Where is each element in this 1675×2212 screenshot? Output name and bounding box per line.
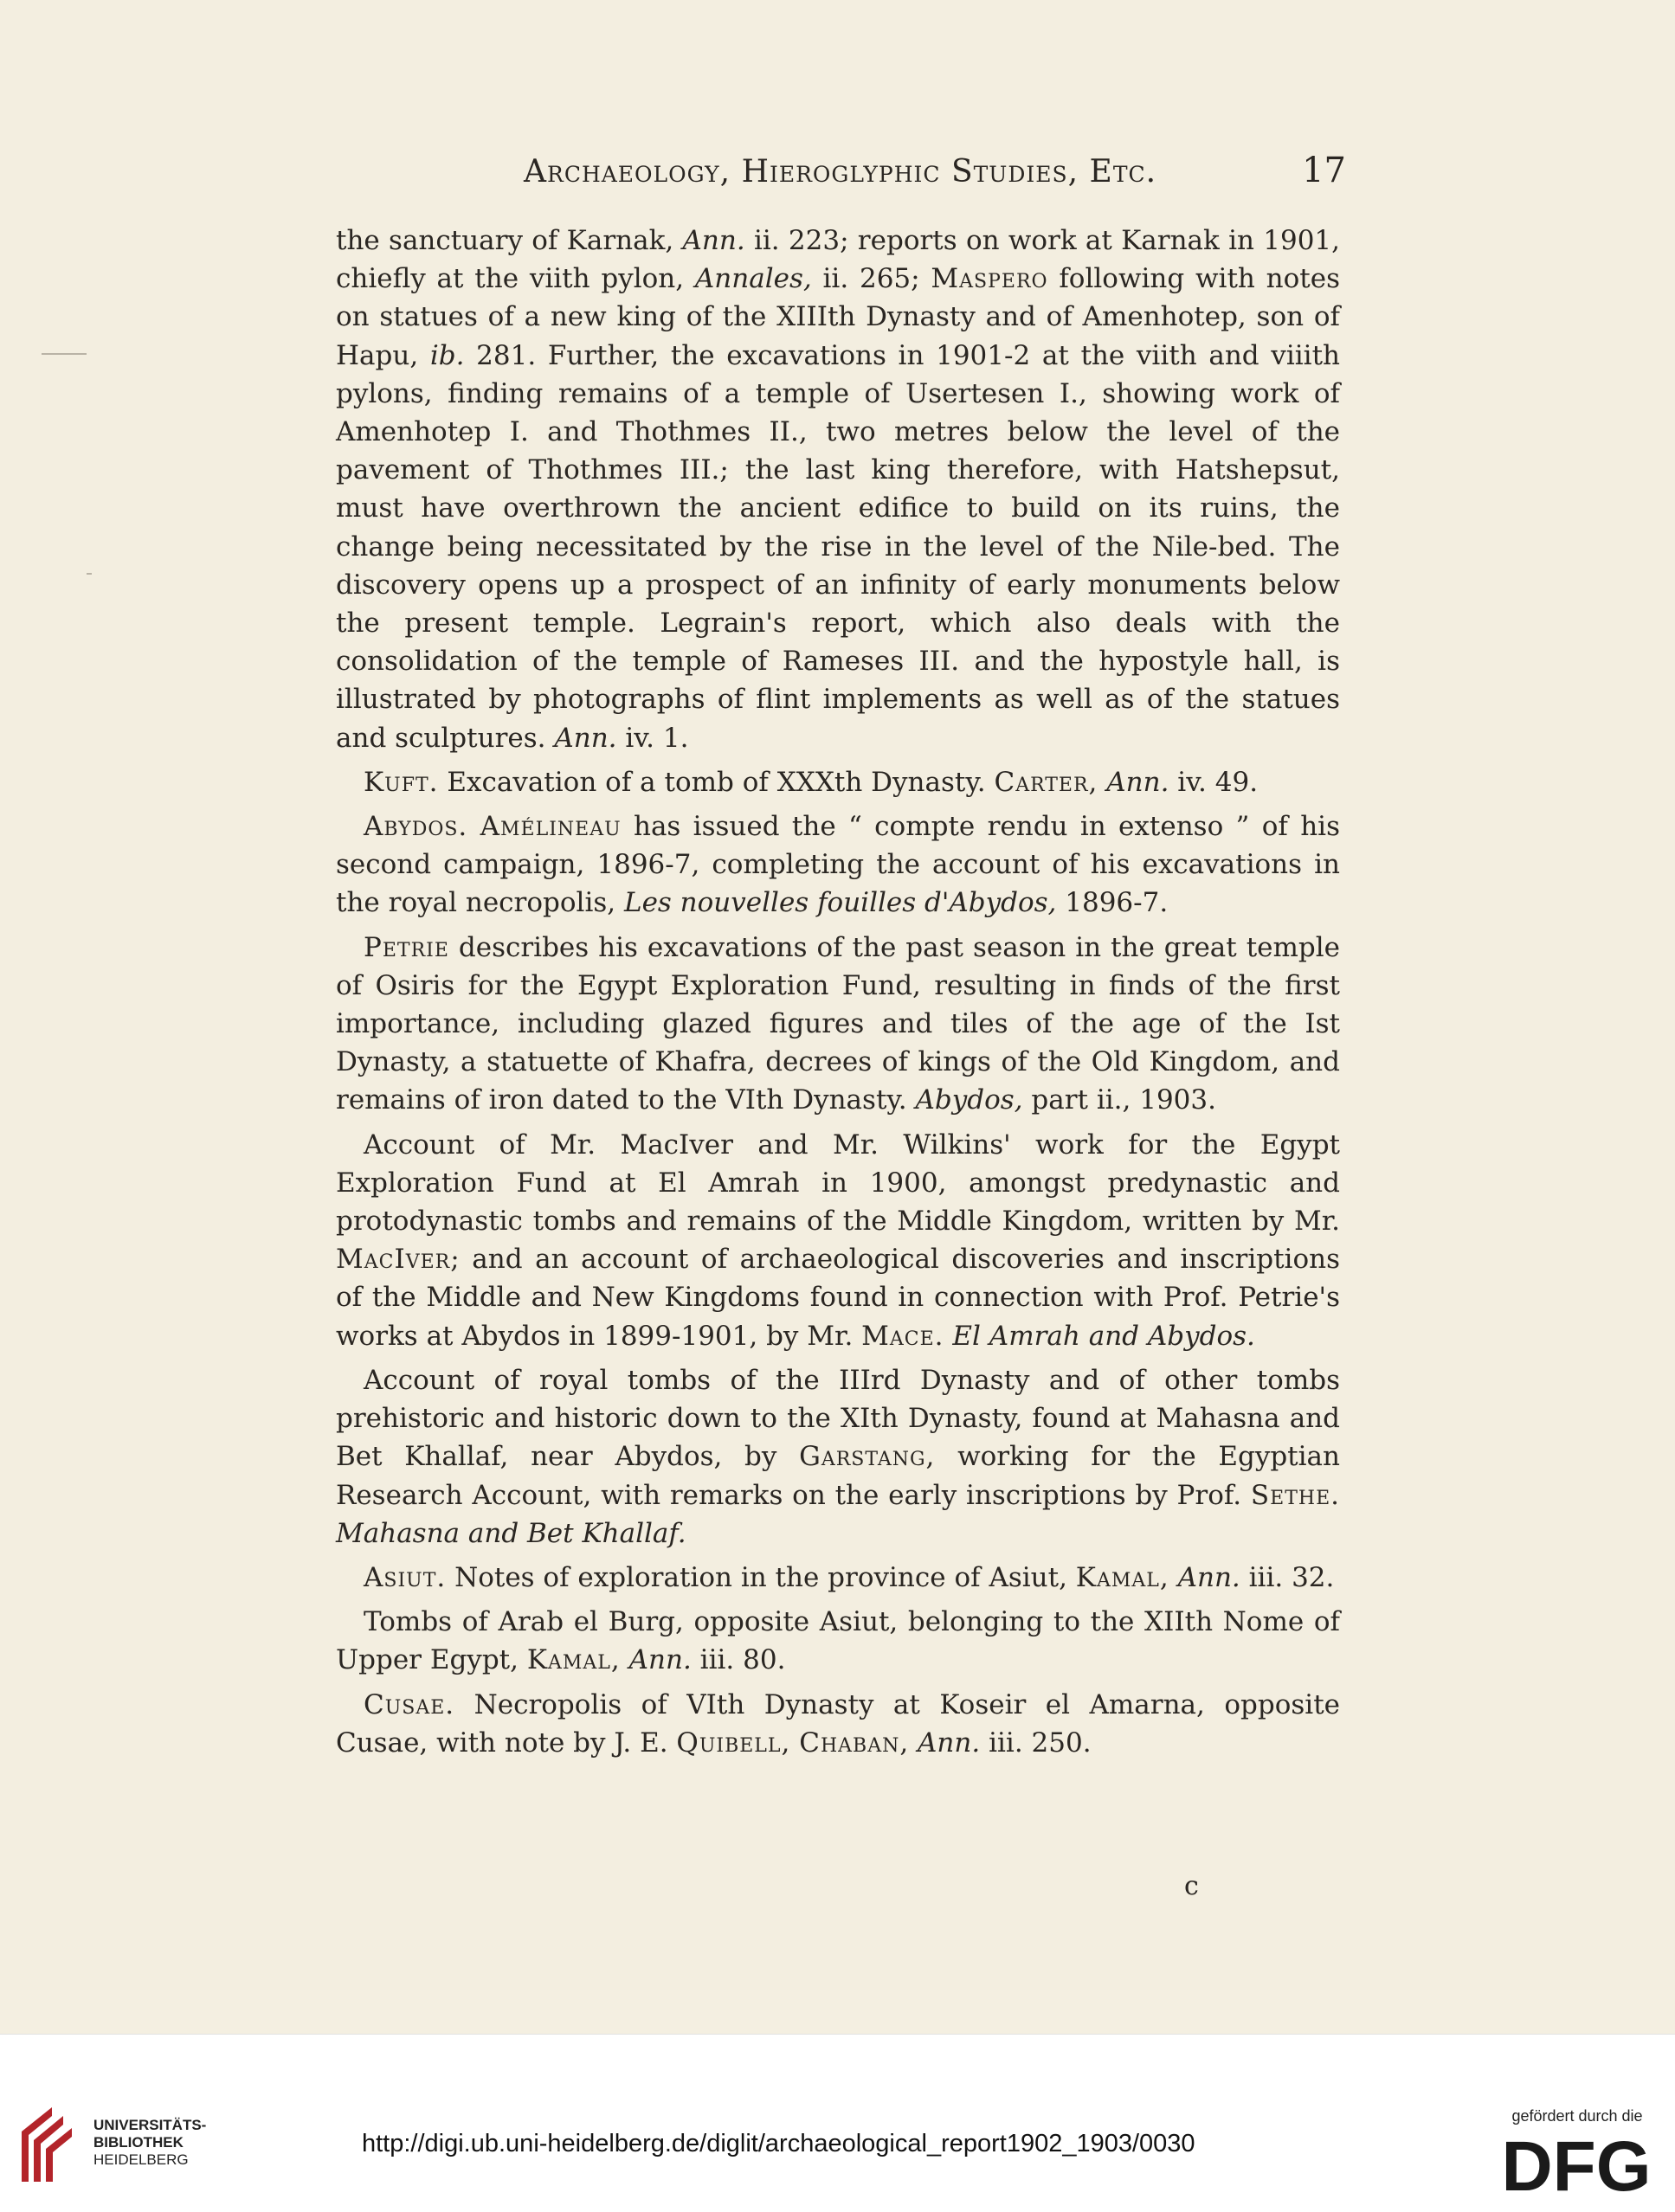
text-run: iii. 80.	[691, 1644, 786, 1676]
running-header	[338, 151, 1346, 206]
paragraph	[336, 1686, 1340, 1762]
small-caps-name: Kamal,	[1075, 1561, 1169, 1593]
italic-text: Ann.	[1106, 766, 1169, 798]
dfg-logo-text: DFG	[1501, 2130, 1652, 2199]
small-caps-name: Kuft.	[364, 766, 439, 798]
italic-text: Ann.	[1177, 1561, 1240, 1593]
italic-text: Les nouvelles fouilles d'Abydos,	[623, 887, 1057, 919]
text-run: iv. 49.	[1169, 766, 1259, 798]
footer-bar	[0, 2034, 1675, 2212]
italic-text: Annales,	[694, 263, 812, 295]
small-caps-name: Maspero	[931, 263, 1048, 295]
text-run: Tombs of Arab el Burg, opposite Asiut, belonging to the XIIth Nome of Upper Egypt,	[336, 1606, 1340, 1676]
margin-mark	[42, 353, 87, 355]
small-caps-name: Petrie	[364, 931, 449, 963]
text-run: ; and an account of archaeological discoveries and inscriptions of the Middle and New Kingdoms found in connection with Prof. Petrie's works at Abydos in 1899-1901, by Mr.	[336, 1244, 1340, 1352]
text-run: part ii., 1903.	[1022, 1084, 1216, 1116]
small-caps-name: Cusae.	[364, 1688, 455, 1720]
library-name	[93, 2117, 284, 2169]
page-number: 17	[1302, 151, 1346, 190]
text-run: Account of Mr. MacIver and Mr. Wilkins' work for the Egypt Exploration Fund at El Amrah in 1900, amongst predynastic and protodynastic tombs and remains of the Middle Kingdom, written by Mr.	[336, 1129, 1340, 1238]
university-library-logo-icon	[13, 2106, 74, 2183]
small-caps-name: Abydos.	[364, 811, 468, 843]
paragraph	[336, 807, 1340, 923]
paragraph	[336, 222, 1340, 757]
text-run: describes his excavations of the past season in the great temple of Osiris for the Egypt Exploration Fund, resulting in finds of the first importance, including glazed figures and tiles of the age of the Ist Dynasty, a statuette of Khafra, decrees of kings of the Old Kingdom, and remains of iron dated to the VIth Dynasty.	[336, 931, 1340, 1116]
italic-text: Abydos,	[915, 1084, 1023, 1116]
text-run: Necropolis of VIth Dynasty at Koseir el Amarna, opposite Cusae, with note by J. E.	[336, 1688, 1340, 1759]
text-run	[467, 811, 480, 842]
text-run: 1896-7.	[1056, 887, 1169, 919]
paragraph	[336, 1361, 1340, 1553]
dfg-logo-icon	[1487, 2130, 1665, 2199]
text-run: iv. 1.	[616, 722, 689, 754]
text-run: ii. 265;	[811, 263, 931, 295]
italic-text: ib.	[429, 339, 465, 371]
text-run: ii. 223; reports on work at Karnak in 1901, chiefly at the viith pylon,	[336, 225, 1341, 295]
paragraph	[336, 1603, 1340, 1679]
permalink-url[interactable]: http://digi.ub.uni-heidelberg.de/diglit/archaeological_report1902_1903/0030	[362, 2130, 1195, 2157]
small-caps-name: Sethe.	[1250, 1479, 1340, 1511]
funded-by-label: gefördert durch die	[1511, 2107, 1643, 2125]
italic-text: Ann.	[682, 225, 745, 256]
small-caps-name: Kamal,	[526, 1644, 621, 1676]
library-name-line: UNIVERSITÄTS-	[93, 2117, 207, 2133]
text-run: iii. 250.	[980, 1727, 1092, 1759]
small-caps-name: Quibell,	[676, 1727, 791, 1759]
paragraph	[336, 1559, 1340, 1597]
text-run: following with notes on statues of a new king of the XIIIth Dynasty and of Amenhotep, son of Hapu,	[336, 263, 1340, 371]
text-run: Excavation of a tomb of XXXth Dynasty.	[438, 766, 995, 798]
italic-text: Ann.	[554, 722, 617, 754]
body-text	[336, 222, 1340, 1768]
text-run: 281. Further, the excavations in 1901-2 at the viith and viiith pylons, finding remains of a temple of Usertesen I., showing work of Amenhotep I. and Thothmes II., two metres below the level of the pavement of Thothmes III.; the last king therefore, with Hatshepsut, must have overthrown the ancient edifice to build on its ruins, the change being necessitated by the rise in the level of the Nile-bed. The discovery opens up a prospect of an infinity of early monuments below the present temple. Legrain's report, which also deals with the consolidation of the temple of Rameses III. and the hypostyle hall, is illustrated by photographs of flint implements as well as of the statues and sculptures.	[336, 339, 1340, 754]
italic-text: Mahasna and Bet Khallaf.	[336, 1517, 686, 1549]
text-run: Account of royal tombs of the IIIrd Dynasty and of other tombs prehistoric and historic down to the XIth Dynasty, found at Mahasna and Bet Khallaf, near Abydos, by	[336, 1364, 1340, 1473]
small-caps-name: Chaban,	[799, 1727, 910, 1759]
running-title: Archaeology, Hieroglyphic Studies, Etc.	[524, 154, 1157, 190]
text-run	[790, 1727, 799, 1759]
library-name-line: BIBLIOTHEK	[93, 2134, 184, 2151]
text-run: the sanctuary of Karnak,	[336, 225, 683, 256]
italic-text: Ann.	[628, 1644, 692, 1676]
text-run: working for the Egyptian Research Account, with remarks on the early inscriptions by Prof.	[336, 1441, 1340, 1511]
small-caps-name: Asiut.	[364, 1561, 447, 1593]
small-caps-name: MacIver	[336, 1244, 451, 1276]
paragraph	[336, 929, 1340, 1120]
small-caps-name: Garstang,	[799, 1441, 936, 1473]
library-name-line: HEIDELBERG	[93, 2151, 189, 2168]
italic-text: Ann.	[918, 1727, 981, 1759]
margin-mark	[87, 573, 92, 575]
text-run: iii. 32.	[1240, 1561, 1335, 1593]
text-run	[944, 1321, 953, 1352]
small-caps-name: Carter,	[994, 766, 1098, 798]
signature-mark: c	[1184, 1871, 1199, 1901]
text-run: has issued the “ compte rendu in extenso ” of his second campaign, 1896-7, completing the account of his excavations in the royal necropolis,	[336, 811, 1340, 919]
small-caps-name: Amélineau	[480, 811, 622, 843]
paragraph	[336, 763, 1340, 801]
paragraph	[336, 1126, 1340, 1355]
text-run	[1098, 767, 1106, 798]
text-run	[1169, 1562, 1178, 1593]
italic-text: El Amrah and Abydos.	[952, 1320, 1255, 1352]
text-run	[909, 1727, 918, 1759]
small-caps-name: Mace.	[861, 1320, 944, 1352]
text-run: Notes of exploration in the province of Asiut,	[446, 1561, 1076, 1593]
text-run	[621, 1644, 629, 1675]
